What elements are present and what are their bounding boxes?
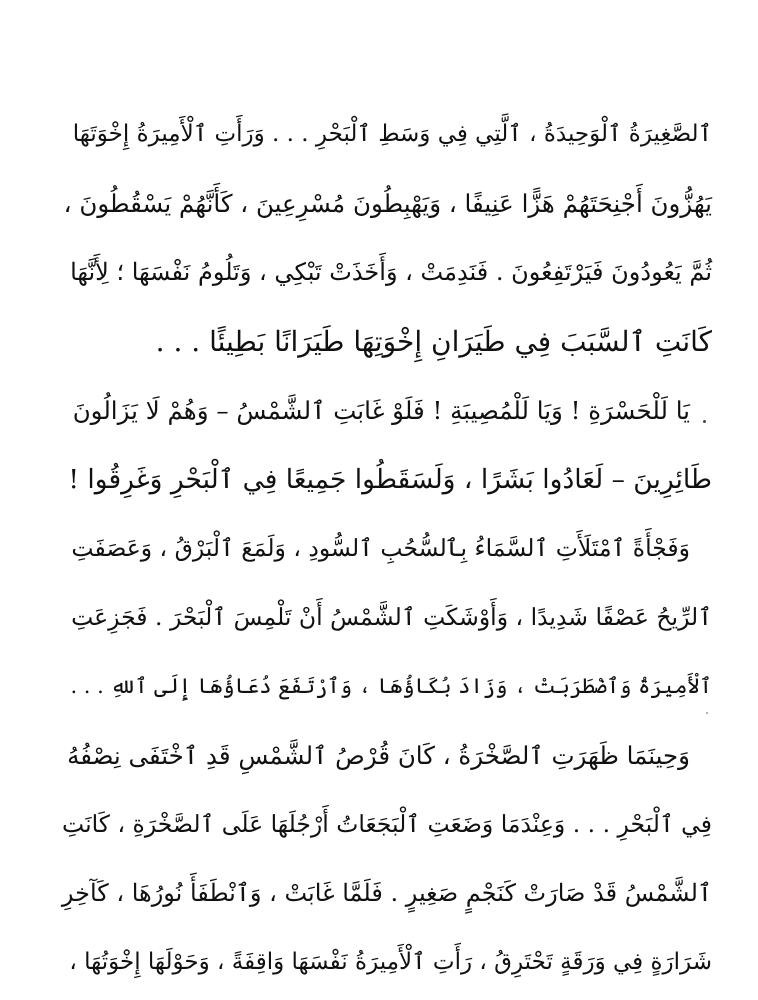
arabic-text-body — [62, 100, 712, 997]
text-line-11: فِي ٱلْبَحْرِ . . . وَعِنْدَمَا وَضَعَتِ ٱلْبَجَعَاتُ أَرْجُلَهَا عَلَى ٱلصَّخْرَةِ ، كَانَتِ — [62, 810, 712, 838]
text-line-2: يَهُزُّونَ أَجْنِحَتَهُمْ هَزًّا عَنِيفًا ، وَيَهْبِطُونَ مُسْرِعِينَ ، كَأَنَّهُمْ يَسْقُطُونَ ، — [63, 189, 712, 218]
text-line-6: طَائِرِينَ – لَعَادُوا بَشَرًا ، وَلَسَقَطُوا جَمِيعًا فِي ٱلْبَحْرِ وَغَرِقُوا ! — [68, 464, 712, 495]
text-line-4: كَانَتِ ٱلسَّبَبَ فِي طَيَرَانِ إِخْوَتِهَا طَيَرَانًا بَطِيئًا . . . — [155, 325, 712, 358]
text-line-3: ثُمَّ يَعُودُونَ فَيَرْتَفِعُونَ . فَنَدِمَتْ ، وَأَخَذَتْ تَبْكِي ، وَتَلُومُ نَفْسَهَا ؛ لِأَنَّهَا — [70, 258, 712, 286]
text-line-12: ٱلشَّمْسُ قَدْ صَارَتْ كَنَجْمٍ صَغِيرٍ . فَلَمَّا غَابَتْ ، وَٱنْطَفَأَ نُورُهَا ، كَآخِرِ — [61, 879, 712, 907]
text-line-13: شَرَارَةٍ فِي وَرَقَةٍ تَحْتَرِقُ ، رَأَتِ ٱلْأَمِيرَةُ نَفْسَهَا وَاقِفَةً ، وَحَوْلَهَا إِخْوَتُهَا ، — [69, 949, 712, 975]
scan-speck — [706, 712, 708, 714]
text-line-1: ٱلصَّغِيرَةُ ٱلْوَحِيدَةُ ، ٱلَّتِي فِي وَسَطِ ٱلْبَحْرِ . . . وَرَأَتِ ٱلْأَمِيرَةُ إِخْوَتَهَا — [72, 121, 712, 147]
text-line-9: ٱلْأَمِيرَةُ وَٱضْطَرَبَتْ ، وَزَادَ بُكَاؤُهَا ، وَٱرْتَفَعَ دُعَاؤُهَا إِلَى ٱللهِ . . . — [70, 674, 712, 698]
text-line-7: وَفَجْأَةً ٱمْتَلَأَتِ ٱلسَّمَاءُ بِٱلسُّحُبِ ٱلسُّودِ ، وَلَمَعَ ٱلْبَرْقُ ، وَعَصَفَتِ — [71, 534, 690, 562]
text-line-5: يَا لَلْحَسْرَةِ ! وَيَا لَلْمُصِيبَةِ ! فَلَوْ غَابَتِ ٱلشَّمْسُ – وَهُمْ لَا يَزَالُونَ — [72, 396, 690, 425]
scan-speck — [703, 420, 706, 423]
text-line-10: وَحِينَمَا ظَهَرَتِ ٱلصَّخْرَةُ ، كَانَ قُرْصُ ٱلشَّمْسِ قَدِ ٱخْتَفَى نِصْفُهُ — [67, 741, 690, 770]
text-line-8: ٱلرِّيحُ عَصْفًا شَدِيدًا ، وَأَوْشَكَتِ ٱلشَّمْسُ أَنْ تَلْمِسَ ٱلْبَحْرَ . فَجَزِعَتِ — [71, 603, 712, 631]
